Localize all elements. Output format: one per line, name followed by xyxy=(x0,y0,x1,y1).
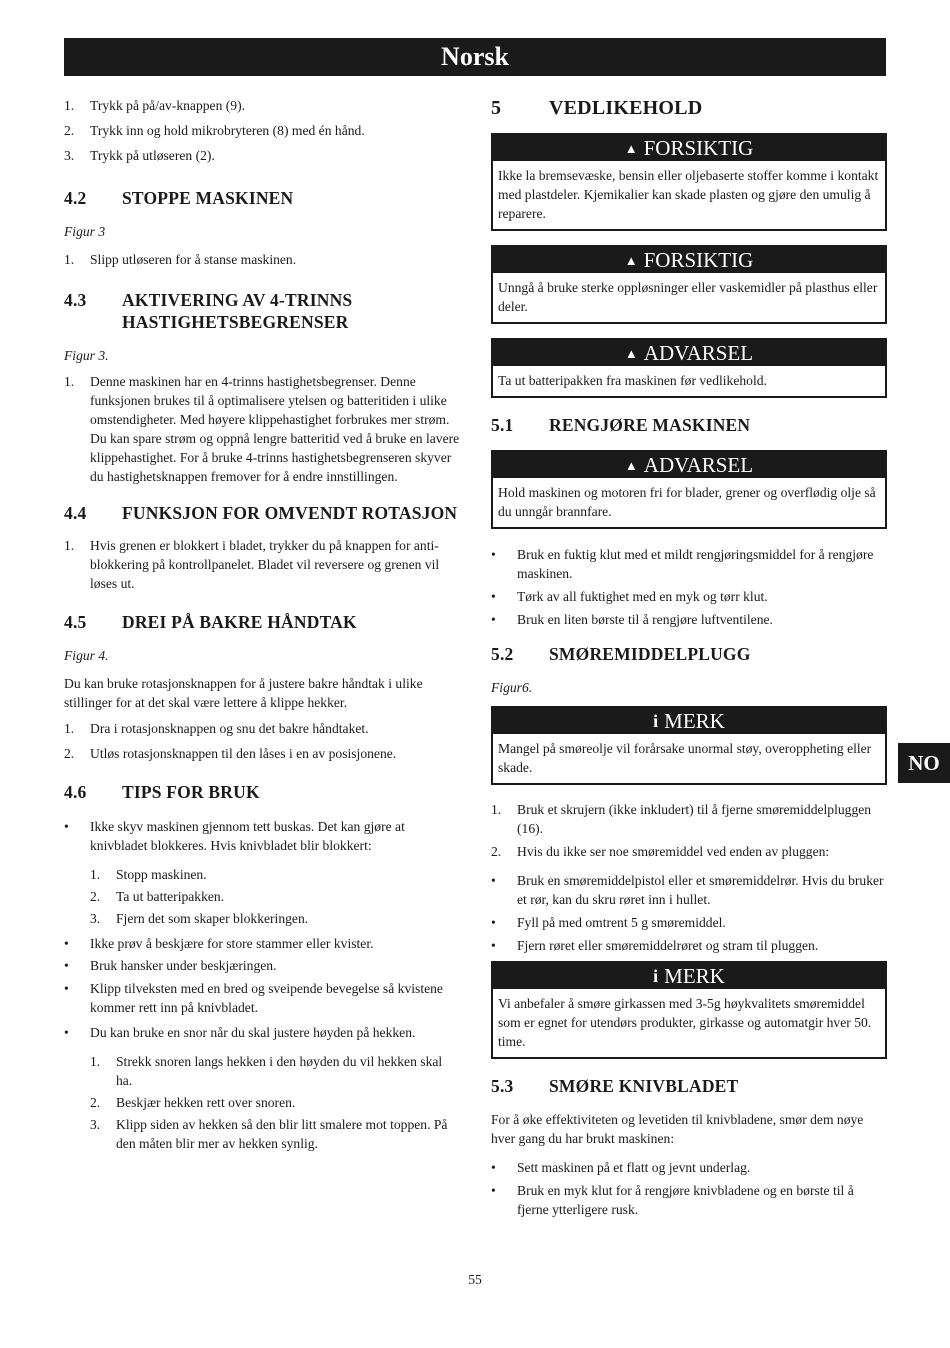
page-number: 55 xyxy=(468,1272,482,1287)
caution-box: ▲ FORSIKTIG Unngå å bruke sterke oppløsninger eller vaskemidler på plasthus eller deler. xyxy=(491,245,887,324)
list-item: 1. Dra i rotasjonsknappen og snu det bakre håndtaket. xyxy=(64,721,369,736)
paragraph: Du kan bruke rotasjonsknappen for å justere bakre håndtak i ulike stillinger for at det skal være lettere å klippe hekker. xyxy=(64,676,423,710)
list-item: • Bruk en liten børste til å rengjøre luftventilene. xyxy=(491,612,773,627)
list-item: • Fjern røret eller smøremiddelrøret og stram til pluggen. xyxy=(491,938,819,953)
list-item: 1. Stopp maskinen. xyxy=(90,867,207,882)
warning-box: ▲ ADVARSEL Hold maskinen og motoren fri for blader, grener og overflødig olje så du unngår brannfare. xyxy=(491,450,887,529)
list-item: 2. Utløs rotasjonsknappen til den låses i en av posisjonene. xyxy=(64,746,397,761)
warning-box: ▲ ADVARSEL Ta ut batteripakken fra maskinen før vedlikehold. xyxy=(491,338,887,398)
heading-4-4: 4.4 FUNKSJON FOR OMVENDT ROTASJON xyxy=(64,503,458,523)
warning-triangle-icon: ▲ xyxy=(624,253,638,268)
figure-ref: Figur 3 xyxy=(64,224,106,239)
list-item: • Bruk en myk klut for å rengjøre knivbladene og en børste til å fjerne ytterligere rusk. xyxy=(491,1183,854,1217)
warning-triangle-icon: ▲ xyxy=(624,346,638,361)
list-item: 2. Beskjær hekken rett over snoren. xyxy=(90,1095,296,1110)
list-item: • Bruk en fuktig klut med et mildt rengjøringsmiddel for å rengjøre maskinen. xyxy=(491,547,874,581)
heading-5-2: 5.2 SMØREMIDDELPLUGG xyxy=(491,644,751,664)
info-icon: i xyxy=(653,711,659,731)
list-item: • Sett maskinen på et flatt og jevnt underlag. xyxy=(491,1160,751,1175)
note-box: i MERK Vi anbefaler å smøre girkassen med 3-5g høykvalitets smøremiddel som er egnet for utendørs produkter, girkasse og automatgir hver 50. time. xyxy=(491,961,887,1059)
list-item: • Du kan bruke en snor når du skal justere høyden på hekken. 1. Strekk snoren langs hekken i den høyden du vil hekken skal ha. 2. Beskjær hekken rett over snoren. 3. Klipp siden av hekken så den blir litt smalere mot toppen. På den måten blir mer av hekken synlig. xyxy=(64,1023,460,1153)
heading-5-1: 5.1 RENGJØRE MASKINEN xyxy=(491,415,751,435)
caution-box: ▲ FORSIKTIG Ikke la bremsevæske, bensin eller oljebaserte stoffer komme i kontakt med plastdeler. Kjemikalier kan skade plasten og gjøre den umulig å reparere. xyxy=(491,133,887,231)
left-column xyxy=(64,92,460,1159)
list-item: 3. Fjern det som skaper blokkeringen. xyxy=(90,911,309,926)
info-icon: i xyxy=(653,966,659,986)
note-box: i MERK Mangel på smøreolje vil forårsake unormal støy, overoppheting eller skade. xyxy=(491,706,887,785)
list-item: • Ikke skyv maskinen gjennom tett buskas. Det kan gjøre at knivbladet blokkeres. Hvis knivbladet blir blokkert: 1. Stopp maskinen. 2. Ta ut batteripakken. 3. Fjern det som skaper blokkeringen. xyxy=(64,817,460,928)
list-item: • Klipp tilveksten med en bred og sveipende bevegelse så kvistene kommer rett inn på knivbladet. xyxy=(64,981,443,1015)
list-item: 3. Klipp siden av hekken så den blir litt smalere mot toppen. På den måten blir mer av hekken synlig. xyxy=(90,1117,448,1151)
warning-triangle-icon: ▲ xyxy=(624,141,638,156)
list-item: 2. Hvis du ikke ser noe smøremiddel ved enden av pluggen: xyxy=(491,844,830,859)
list-item: 1. Slipp utløseren for å stanse maskinen. xyxy=(64,252,297,267)
right-column xyxy=(491,92,887,1225)
heading-5: 5 VEDLIKEHOLD xyxy=(491,97,703,119)
page-header: Norsk xyxy=(64,38,886,76)
paragraph: For å øke effektiviteten og levetiden til knivbladene, smør dem nøye hver gang du har brukt maskinen: xyxy=(491,1112,864,1146)
list-item: 1. Strekk snoren langs hekken i den høyden du vil hekken skal ha. xyxy=(90,1054,443,1088)
list-item: • Ikke prøv å beskjære for store stammer eller kvister. xyxy=(64,936,374,951)
warning-triangle-icon: ▲ xyxy=(624,458,638,473)
list-item: 2. Trykk inn og hold mikrobryteren (8) med én hånd. xyxy=(64,123,365,138)
figure-ref: Figur 4. xyxy=(64,648,109,663)
list-item: 1. Bruk et skrujern (ikke inkludert) til å fjerne smøremiddelpluggen (16). xyxy=(491,802,872,836)
heading-4-6: 4.6 TIPS FOR BRUK xyxy=(64,782,260,802)
heading-4-3: 4.3 AKTIVERING AV 4-TRINNS HASTIGHETSBEGRENSER xyxy=(64,290,353,332)
language-tab: NO xyxy=(898,743,950,783)
figure-ref: Figur 3. xyxy=(64,348,109,363)
list-item: 3. Trykk på utløseren (2). xyxy=(64,148,215,163)
list-item: 1. Denne maskinen har en 4-trinns hastighetsbegrenser. Denne funksjonen brukes til å optimalisere ytelsen og batteritiden i ulike omstendigheter. Med høyere klippehastighet forbrukes mer strøm. Du kan spare strøm og oppnå lengre batteritid ved å bruke en lavere klippehastighet. For å bruke 4-trinns hastighetsbegrenseren skyver du hastighetsknappen fremover for å endre innstillingen. xyxy=(64,374,460,484)
list-item: • Fyll på med omtrent 5 g smøremiddel. xyxy=(491,915,726,930)
intro-steps xyxy=(64,96,460,165)
list-item: • Tørk av all fuktighet med en myk og tørr klut. xyxy=(491,589,768,604)
heading-4-5: 4.5 DREI PÅ BAKRE HÅNDTAK xyxy=(64,612,357,632)
figure-ref: Figur6. xyxy=(491,680,533,695)
list-item: • Bruk hansker under beskjæringen. xyxy=(64,958,277,973)
list-item: 2. Ta ut batteripakken. xyxy=(90,889,225,904)
list-item: 1. Hvis grenen er blokkert i bladet, trykker du på knappen for anti-blokkering på kontrollpanelet. Bladet vil reversere og grenen vil løses ut. xyxy=(64,538,440,591)
list-item: 1. Trykk på på/av-knappen (9). xyxy=(64,98,246,113)
heading-4-2: 4.2 STOPPE MASKINEN xyxy=(64,188,294,208)
heading-5-3: 5.3 SMØRE KNIVBLADET xyxy=(491,1076,739,1096)
list-item: • Bruk en smøremiddelpistol eller et smøremiddelrør. Hvis du bruker et rør, kan du skru røret inn i hullet. xyxy=(491,873,884,907)
